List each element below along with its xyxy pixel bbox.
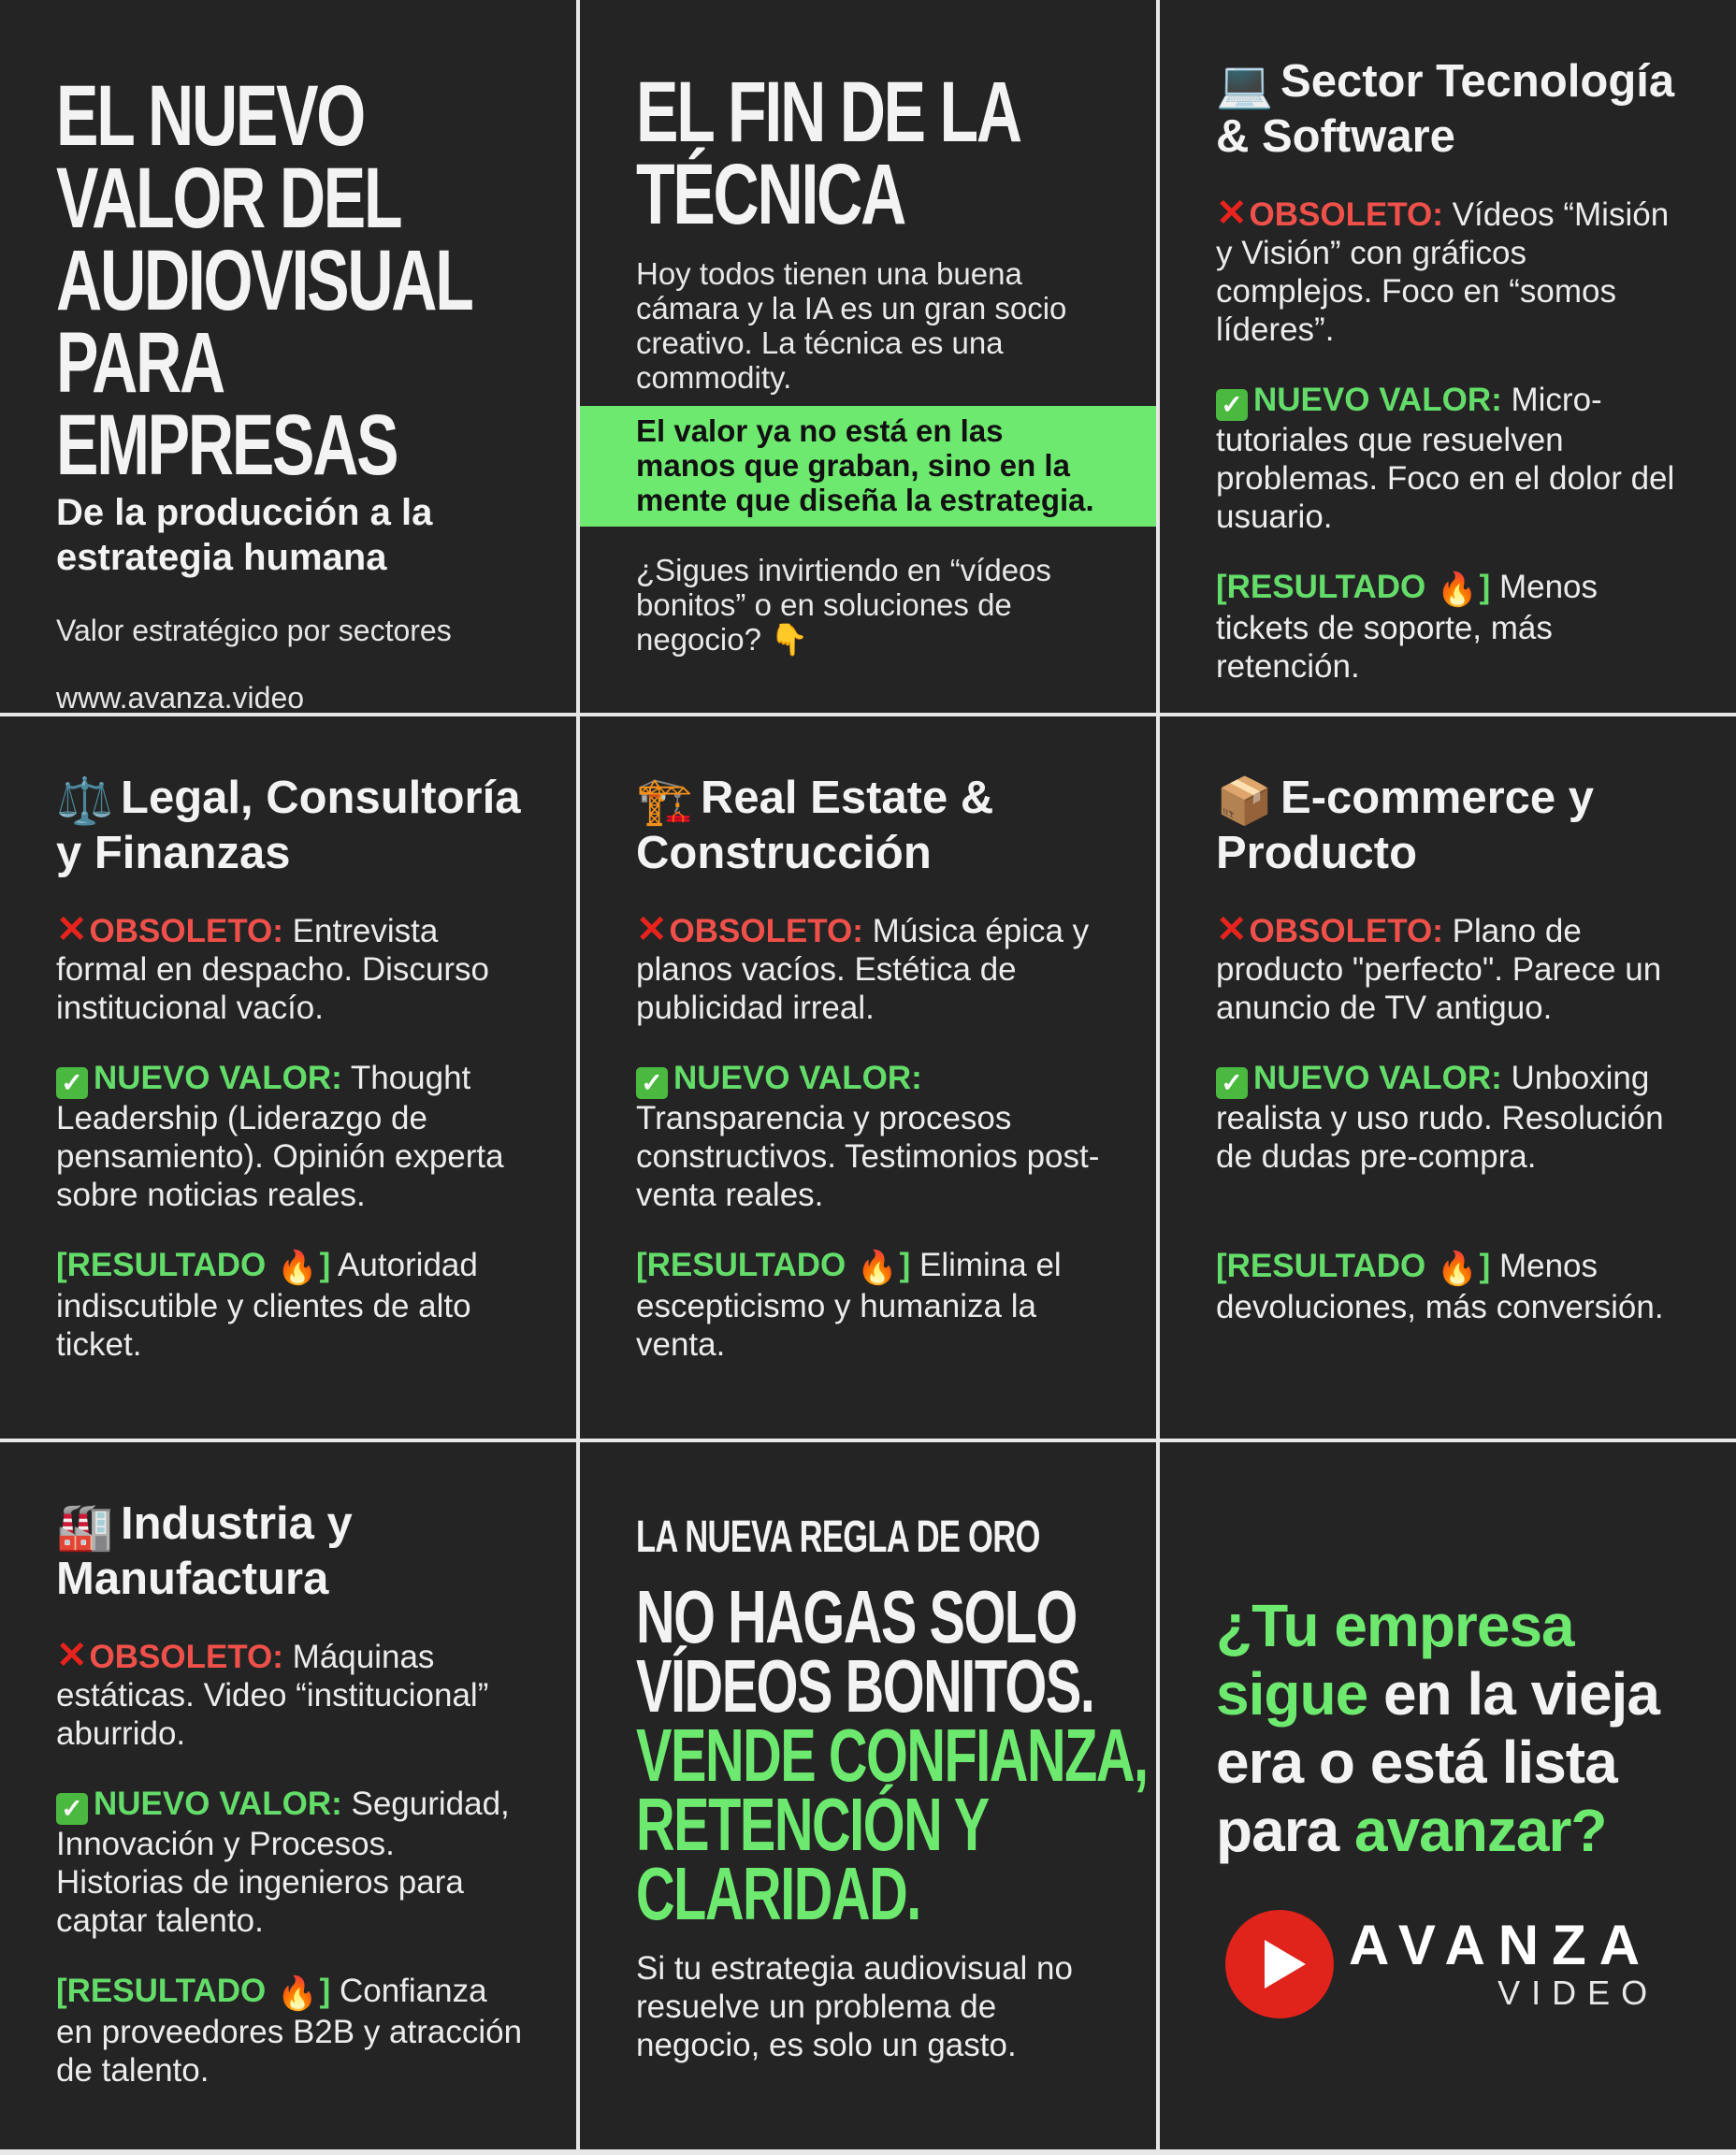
- obsolete-text: Entrevista formal en despacho. Discurso institucional vacío.: [56, 913, 489, 1026]
- new-value-label: NUEVO VALOR:: [1253, 382, 1502, 418]
- result-label-open: [RESULTADO: [636, 1247, 846, 1283]
- result-text: Autoridad indiscutible y clientes de alto ticket.: [56, 1247, 478, 1363]
- new-value-text: Unboxing realista y uso rudo. Resolución de dudas pre-compra.: [1216, 1060, 1664, 1175]
- package-icon: 📦: [1216, 776, 1274, 827]
- obsolete-block: [1216, 195, 1689, 349]
- result-label-close: ]: [1479, 1248, 1491, 1284]
- technique-title: [636, 65, 1135, 242]
- sector-title: [56, 1498, 529, 1605]
- sector-card-ecommerce: [1160, 716, 1736, 1439]
- highlight-banner: El valor ya no está en las manos que graban, sino en la mente que diseña la estrategia.: [580, 406, 1156, 527]
- result-label-close: ]: [1479, 569, 1491, 605]
- fire-icon: 🔥: [276, 1975, 318, 2012]
- main-title-line: VALOR DEL: [56, 151, 401, 246]
- obsolete-label: OBSOLETO:: [1249, 196, 1443, 233]
- cta-green-1: ¿Tu empresa sigue: [1216, 1592, 1574, 1728]
- new-value-label: NUEVO VALOR:: [1253, 1060, 1502, 1096]
- result-label-open: [RESULTADO: [56, 1973, 267, 2009]
- new-value-block: [1216, 1059, 1689, 1176]
- factory-icon: 🏭: [56, 1502, 114, 1553]
- new-value-block: [636, 1059, 1109, 1214]
- logo-wordmark: [1349, 1914, 1659, 2012]
- logo-word-video: VIDEO: [1497, 1974, 1659, 2012]
- sector-title-text: Industria y Manufactura: [56, 1498, 353, 1604]
- cta-question: [1216, 1592, 1712, 1865]
- cross-mark-icon: ✕: [1216, 909, 1248, 950]
- cta-card: [1160, 1442, 1736, 2149]
- result-block: [1216, 568, 1689, 686]
- tagline: Valor estratégico por sectores: [56, 614, 452, 647]
- obsolete-text: Plano de producto "perfecto". Parece un anuncio de TV antiguo.: [1216, 913, 1662, 1026]
- cross-mark-icon: ✕: [636, 909, 668, 950]
- check-mark-icon: ✓: [56, 1793, 88, 1825]
- new-value-label: NUEVO VALOR:: [673, 1060, 922, 1096]
- result-label-open: [RESULTADO: [1216, 1248, 1426, 1284]
- cross-mark-icon: ✕: [56, 1635, 88, 1676]
- new-value-label: NUEVO VALOR:: [94, 1060, 342, 1096]
- technique-question: ¿Sigues invirtiendo en “vídeos bonitos” o en soluciones de negocio? 👇: [636, 553, 1051, 657]
- cross-mark-icon: ✕: [56, 909, 88, 950]
- golden-rule-title: LA NUEVA REGLA DE ORO: [636, 1512, 1040, 1562]
- sector-title: [1216, 773, 1689, 879]
- main-subtitle: De la producción a la estrategia humana: [56, 492, 433, 578]
- check-mark-icon: ✓: [636, 1067, 668, 1099]
- result-block: [636, 1246, 1109, 1364]
- result-block: [1216, 1247, 1689, 1326]
- sector-title: [636, 773, 1109, 879]
- fire-icon: 🔥: [856, 1250, 898, 1286]
- cross-mark-icon: ✕: [1216, 193, 1248, 234]
- fire-icon: 🔥: [1436, 571, 1478, 608]
- crane-icon: 🏗️: [636, 776, 694, 827]
- new-value-text: Transparencia y procesos constructivos. Testimonios post-venta reales.: [636, 1100, 1100, 1213]
- obsolete-label: OBSOLETO:: [1249, 913, 1443, 949]
- obsolete-block: [1216, 911, 1689, 1027]
- sector-title: [56, 773, 529, 879]
- check-mark-icon: ✓: [56, 1067, 88, 1099]
- obsolete-block: [56, 911, 529, 1027]
- brand-logo: [1225, 1910, 1689, 2018]
- obsolete-text: Máquinas estáticas. Video “institucional” aburrido.: [56, 1639, 489, 1752]
- cta-white: en la vieja era o está lista para: [1216, 1660, 1659, 1864]
- website-link[interactable]: www.avanza.video: [56, 681, 305, 713]
- result-text: Confianza en proveedores B2B y atracción de talento.: [56, 1973, 523, 2089]
- golden-rule-closing: Si tu estrategia audiovisual no resuelve un problema de negocio, es solo un gasto.: [636, 1950, 1073, 2063]
- result-block: [56, 1972, 529, 2090]
- new-value-label: NUEVO VALOR:: [94, 1786, 342, 1822]
- result-label-open: [RESULTADO: [1216, 569, 1426, 605]
- main-title: [56, 68, 555, 493]
- technique-title-line: EL FIN DE LA: [636, 65, 1020, 160]
- golden-rule-slogan: [636, 1575, 1148, 1935]
- obsolete-text: Música épica y planos vacíos. Estética de publicidad irreal.: [636, 913, 1090, 1026]
- sector-title-text: Sector Tecnología & Software: [1216, 56, 1675, 162]
- sector-title-text: Legal, Consultoría y Finanzas: [56, 773, 521, 878]
- technique-title-line: TÉCNICA: [636, 147, 905, 242]
- obsolete-label: OBSOLETO:: [89, 913, 283, 949]
- main-title-line: PARA EMPRESAS: [56, 315, 398, 493]
- technique-card: [580, 0, 1156, 713]
- sector-card-legal: [0, 716, 576, 1439]
- obsolete-text: Vídeos “Misión y Visión” con gráficos complejos. Foco en “somos líderes”.: [1216, 196, 1670, 348]
- sector-card-industry: [0, 1442, 576, 2149]
- laptop-icon: 💻: [1216, 60, 1274, 110]
- new-value-text: Seguridad, Innovación y Procesos. Historias de ingenieros para captar talento.: [56, 1786, 510, 1939]
- fire-icon: 🔥: [276, 1250, 318, 1286]
- result-label-close: ]: [319, 1247, 331, 1283]
- result-label-open: [RESULTADO: [56, 1247, 267, 1283]
- golden-rule-card: [580, 1442, 1156, 2149]
- new-value-text: Thought Leadership (Liderazgo de pensamiento). Opinión experta sobre noticias reales.: [56, 1060, 504, 1213]
- sector-title-text: Real Estate & Construcción: [636, 773, 994, 878]
- cta-green-2: avanzar?: [1353, 1797, 1607, 1864]
- slogan-white: NO HAGAS SOLO VÍDEOS BONITOS.: [636, 1575, 1094, 1728]
- sector-title: [1216, 56, 1689, 163]
- main-title-line: AUDIOVISUAL: [56, 233, 472, 328]
- new-value-block: [56, 1059, 529, 1214]
- obsolete-block: [56, 1637, 529, 1753]
- check-mark-icon: ✓: [1216, 389, 1248, 421]
- sector-card-tech: [1160, 0, 1736, 713]
- new-value-block: [1216, 381, 1689, 536]
- obsolete-block: [636, 911, 1109, 1027]
- slogan-green: VENDE CONFIANZA, RETENCIÓN Y CLARIDAD.: [636, 1714, 1148, 1935]
- logo-word-avanza: AVANZA: [1349, 1914, 1654, 1976]
- obsolete-label: OBSOLETO:: [89, 1639, 283, 1675]
- result-label-close: ]: [319, 1973, 331, 2009]
- result-block: [56, 1246, 529, 1364]
- result-text: Menos tickets de soporte, más retención.: [1216, 569, 1599, 685]
- new-value-text: Micro-tutoriales que resuelven problemas. Foco en el dolor del usuario.: [1216, 382, 1675, 535]
- obsolete-label: OBSOLETO:: [669, 913, 863, 949]
- main-title-line: EL NUEVO: [56, 68, 365, 164]
- result-text: Menos devoluciones, más conversión.: [1216, 1248, 1664, 1325]
- play-logo-icon: [1225, 1910, 1334, 2018]
- intro-card: [0, 0, 576, 713]
- fire-icon: 🔥: [1436, 1251, 1478, 1287]
- scales-icon: ⚖️: [56, 776, 114, 827]
- result-text: Elimina el escepticismo y humaniza la venta.: [636, 1247, 1062, 1363]
- sector-card-real-estate: [580, 716, 1156, 1439]
- technique-body: Hoy todos tienen una buena cámara y la IA es un gran socio creativo. La técnica es una commodity.: [636, 256, 1067, 395]
- check-mark-icon: ✓: [1216, 1067, 1248, 1099]
- result-label-close: ]: [899, 1247, 911, 1283]
- sector-title-text: E-commerce y Producto: [1216, 773, 1595, 878]
- new-value-block: [56, 1785, 529, 1940]
